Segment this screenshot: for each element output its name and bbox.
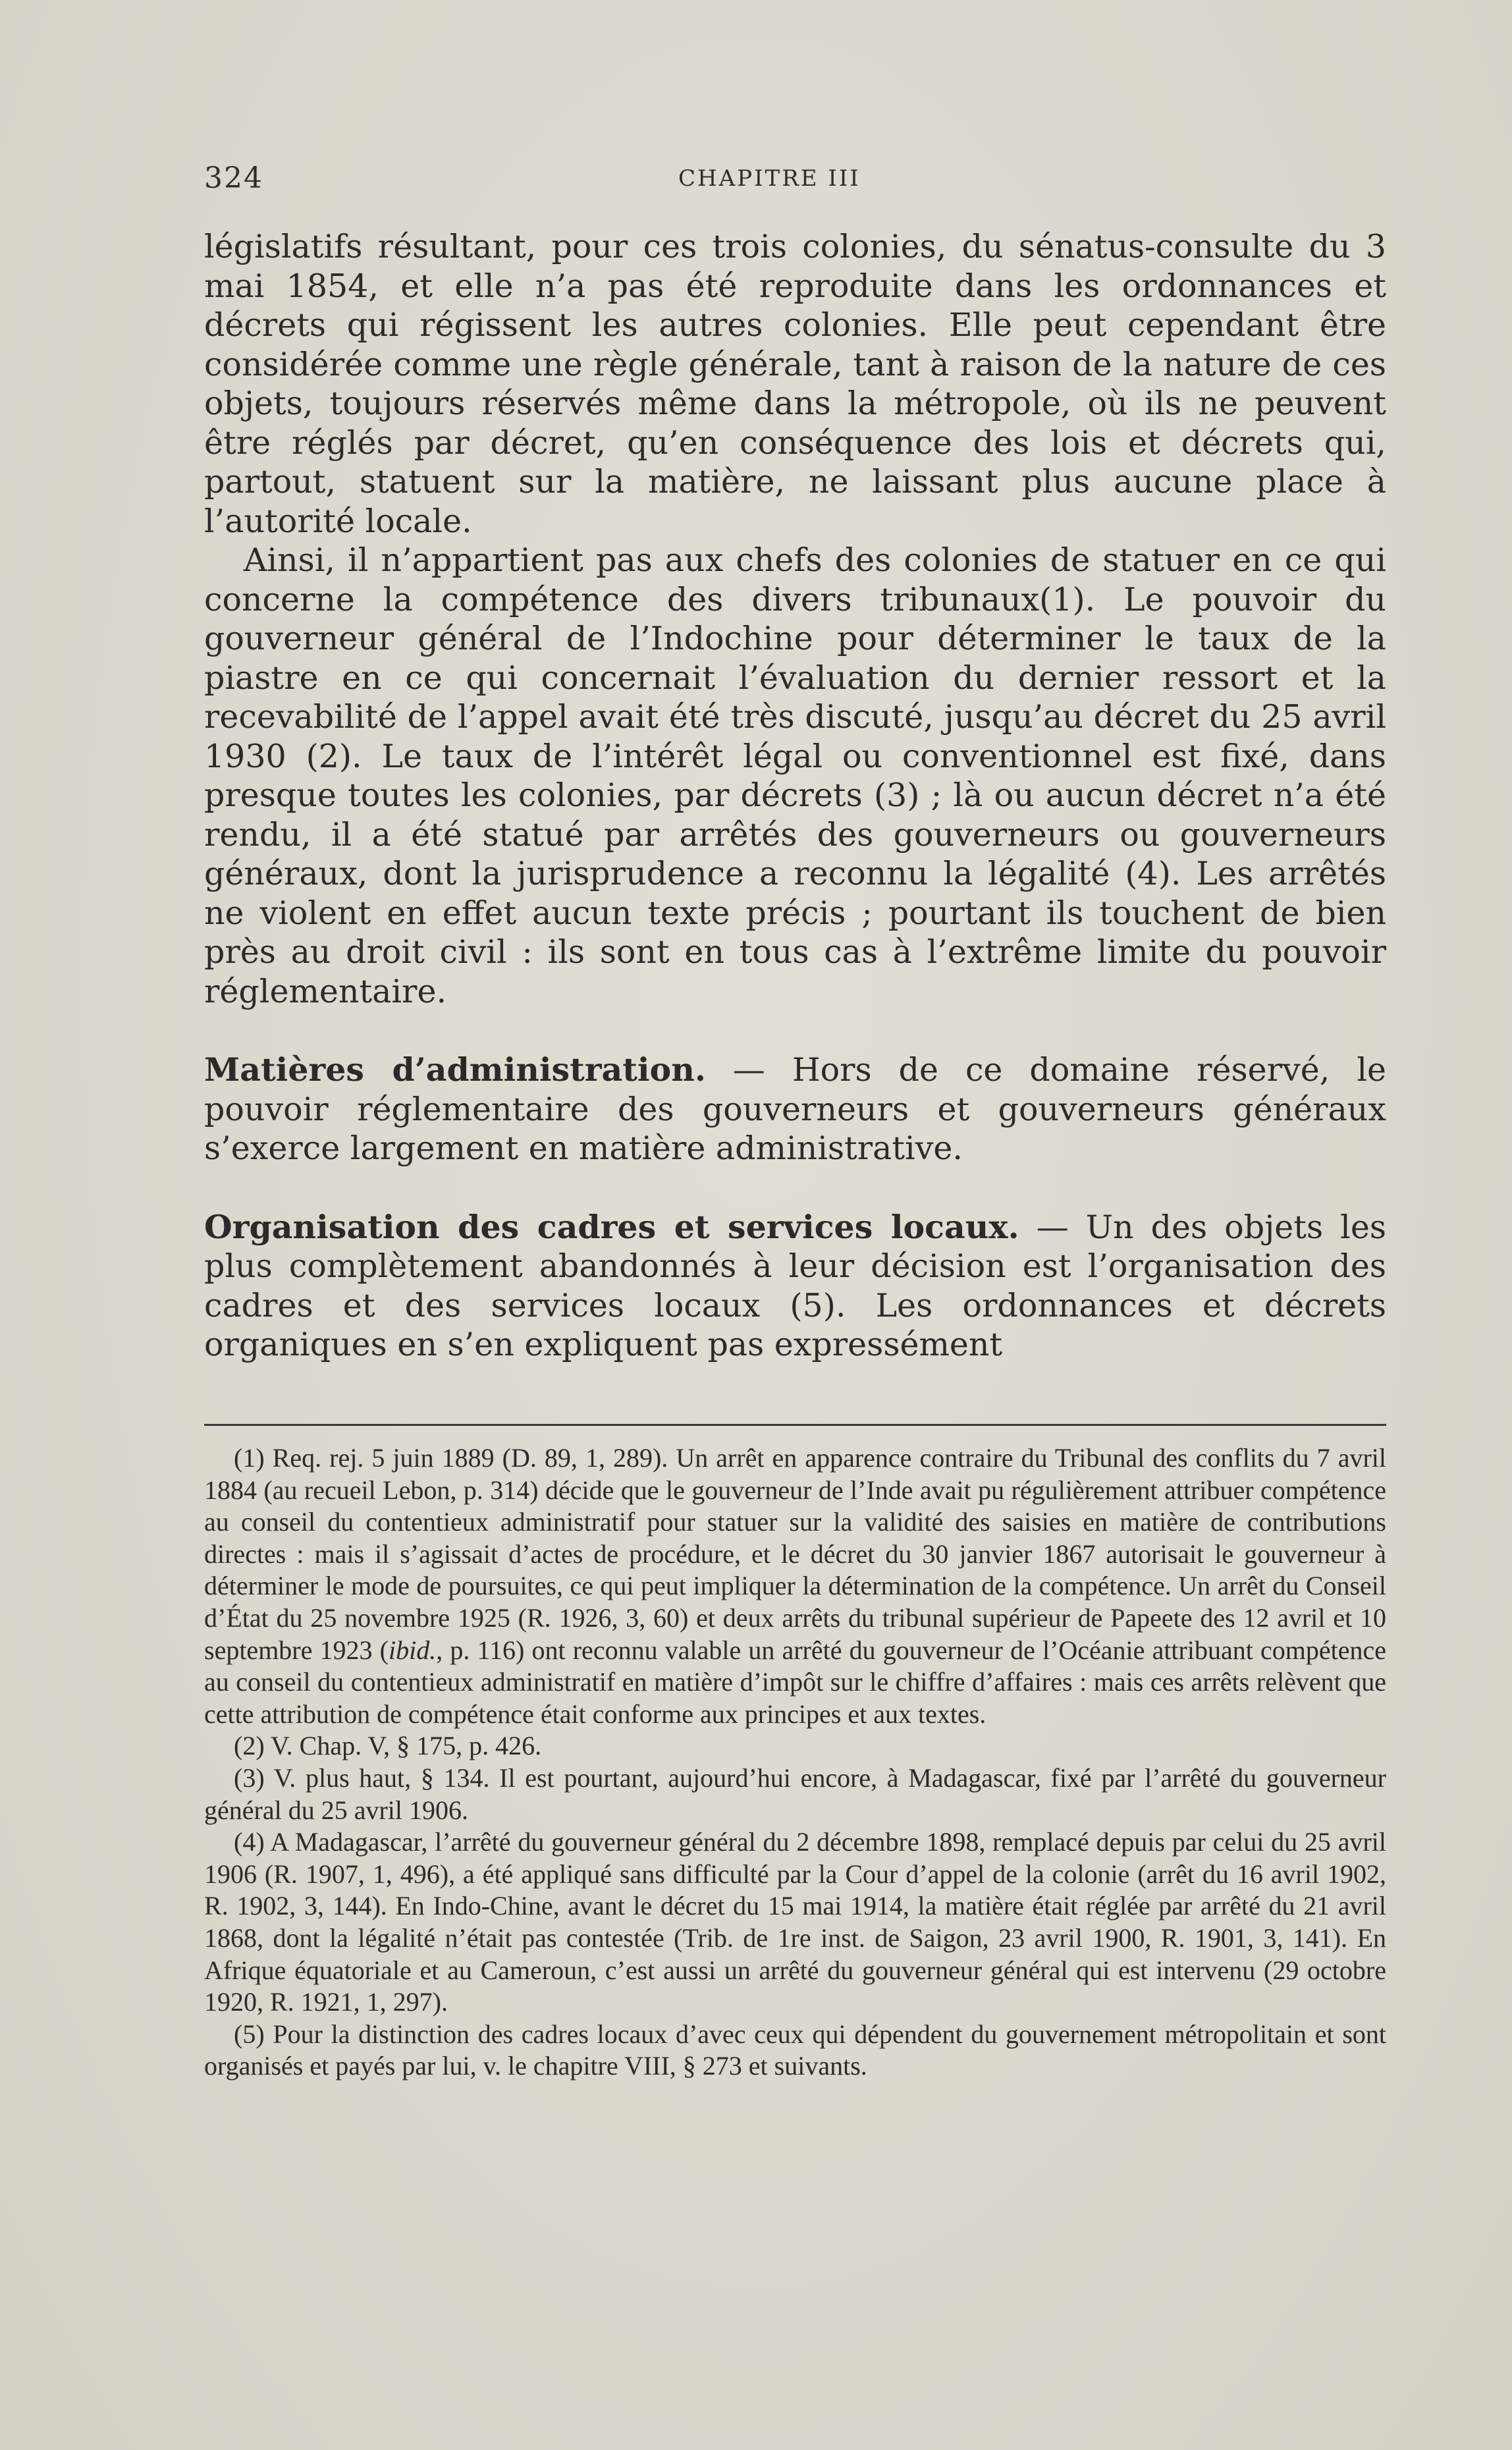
footnote-1-text: (1) Req. rej. 5 juin 1889 (D. 89, 1, 289). Un arrêt en apparence contraire du Tribunal des conflits du 7 avril 1884 (au recueil Lebon, p. 314) décide que le gouverneur de l’Inde avait pu régulièrement attribuer compétence au conseil du contentieux administratif pour statuer sur la validité des saisies en matière de contributions directes : mais il s’agissait d’actes de procédure, et le décret du 30 janvier 1867 autorisait le gouverneur à déterminer le mode de poursuites, ce qui peut impliquer la détermination de la compétence. Un arrêt du Conseil d’État du 25 novembre 1925 (R. 1926, 3, 60) et deux arrêts du tribunal supérieur de Papeete des 12 avril et 10 septembre 1923 (: [204, 1443, 1386, 1665]
footnote-4: (4) A Madagascar, l’arrêté du gouverneur général du 2 décembre 1898, remplacé depuis par celui du 25 avril 1906 (R. 1907, 1, 496), a été appliqué sans difficulté par la Cour d’appel de la colonie (arrêt du 16 avril 1902, R. 1902, 3, 144). En Indo-Chine, avant le décret du 15 mai 1914, la matière était réglée par arrêté du 21 avril 1868, dont la légalité n’était pas contestée (Trib. de 1re inst. de Saigon, 23 avril 1900, R. 1901, 3, 141). En Afrique équatoriale et au Cameroun, c’est aussi un arrêté du gouverneur général qui est intervenu (29 octobre 1920, R. 1921, 1, 297).: [204, 1827, 1386, 2017]
footnote-3: (3) V. plus haut, § 134. Il est pourtant, aujourd’hui encore, à Madagascar, fixé par l’arrêté du gouverneur général du 25 avril 1906.: [204, 1762, 1386, 1825]
page-number: 324: [204, 161, 263, 195]
page-header: [204, 161, 1386, 201]
section-title-organisation: Organisation des cadres et services locaux.: [204, 1207, 1019, 1246]
section-organisation: [204, 1208, 1386, 1365]
section-text-organisation: — Un des objets les plus complètement abandonnés à leur décision est l’organisation des cadres et des services locaux (5). Les ordonnances et décrets organiques en s’en expliquent pas expressément: [204, 1208, 1386, 1363]
section-text-administration: — Hors de ce domaine réservé, le pouvoir réglementaire des gouverneurs et gouverneurs généraux s’exerce largement en matière administrative.: [204, 1051, 1387, 1167]
running-chapter-title: CHAPITRE III: [678, 165, 861, 192]
footnote-divider: [204, 1424, 1386, 1426]
main-text: [204, 227, 1386, 1365]
footnote-1: [204, 1442, 1386, 1730]
paragraph-continuation: législatifs résultant, pour ces trois colonies, du sénatus-consulte du 3 mai 1854, et elle n’a pas été reproduite dans les ordonnances et décrets qui régissent les autres colonies. Elle peut cependant être considérée comme une règle générale, tant à raison de la nature de ces objets, toujours réservés même dans la métropole, où ils ne peuvent être réglés par décret, qu’en conséquence des lois et décrets qui, partout, statuent sur la matière, ne laissant plus aucune place à l’autorité locale.: [204, 228, 1386, 540]
section-title-administration: Matières d’administration.: [204, 1050, 706, 1089]
footnote-2: (2) V. Chap. V, § 175, p. 426.: [234, 1731, 542, 1761]
paragraph-competence: Ainsi, il n’appartient pas aux chefs des colonies de statuer en ce qui concerne la compétence des divers tribunaux(1). Le pouvoir du gouverneur général de l’Indochine pour déterminer le taux de la piastre en ce qui concernait l’évaluation du dernier ressort et la recevabilité de l’appel avait été très discuté, jusqu’au décret du 25 avril 1930 (2). Le taux de l’intérêt légal ou conventionnel est fixé, dans presque toutes les colonies, par décrets (3) ; là ou aucun décret n’a été rendu, il a été statué par arrêtés des gouverneurs ou gouverneurs généraux, dont la jurisprudence a reconnu la légalité (4). Les arrêtés ne violent en effet aucun texte précis ; pourtant ils touchent de bien près au droit civil : ils sont en tous cas à l’extrême limite du pouvoir réglementaire.: [204, 541, 1386, 1010]
footnotes: [204, 1442, 1386, 2082]
footnote-5: (5) Pour la distinction des cadres locaux d’avec ceux qui dépendent du gouvernement métropolitain et sont organisés et payés par lui, v. le chapitre VIII, § 273 et suivants.: [204, 2019, 1386, 2081]
section-administration: [204, 1050, 1386, 1168]
footnote-1-ibid: ibid.: [388, 1635, 437, 1665]
footnote-1-end: , p. 116) ont reconnu valable un arrêté du gouverneur de l’Océanie attribuant compétence au conseil du contentieux administratif en matière d’impôt sur le chiffre d’affaires : mais ces arrêts relèvent que cette attribution de compétence était conforme aux principes et aux textes.: [204, 1635, 1386, 1729]
